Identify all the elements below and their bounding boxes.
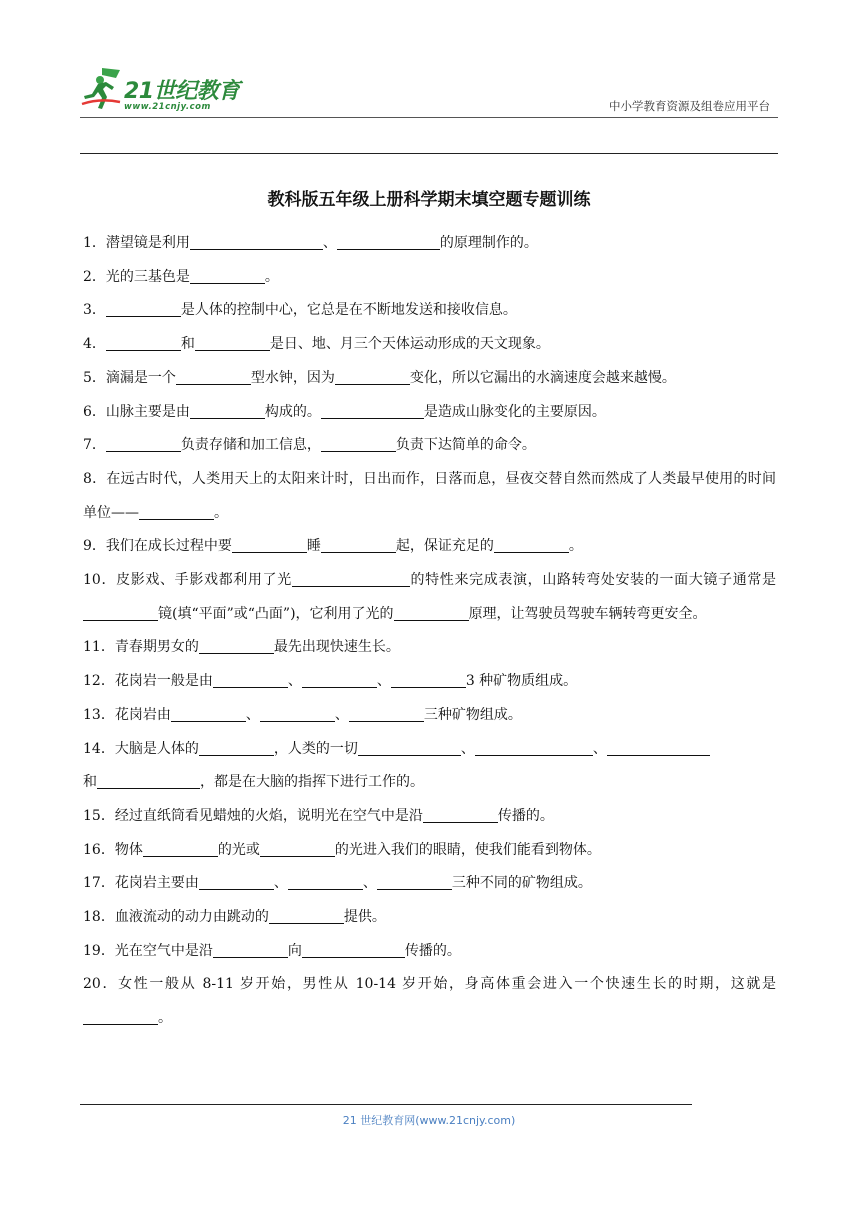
question-13: 13．花岗岩由 、 、 三种矿物组成。 bbox=[83, 699, 776, 733]
question-17: 17．花岗岩主要由 、 、 三种不同的矿物组成。 bbox=[83, 867, 776, 901]
answer-blank[interactable] bbox=[260, 839, 335, 857]
answer-blank[interactable] bbox=[176, 367, 251, 385]
answer-blank[interactable] bbox=[288, 872, 363, 890]
answer-blank[interactable] bbox=[335, 367, 410, 385]
question-5: 5．滴漏是一个 型水钟，因为 变化，所以它漏出的水滴速度会越来越慢。 bbox=[83, 362, 776, 396]
question-2: 2．光的三基色是 。 bbox=[83, 261, 776, 295]
answer-blank[interactable] bbox=[349, 704, 424, 722]
answer-blank[interactable] bbox=[391, 670, 466, 688]
question-18: 18．血液流动的动力由跳动的 提供。 bbox=[83, 901, 776, 935]
question-3: 3． 是人体的控制中心，它总是在不断地发送和接收信息。 bbox=[83, 294, 776, 328]
answer-blank[interactable] bbox=[106, 333, 181, 351]
answer-blank[interactable] bbox=[190, 266, 265, 284]
answer-blank[interactable] bbox=[302, 670, 377, 688]
answer-blank[interactable] bbox=[199, 636, 274, 654]
answer-blank[interactable] bbox=[302, 940, 405, 958]
answer-blank[interactable] bbox=[106, 434, 181, 452]
question-1: 1．潜望镜是利用 、 的原理制作的。 bbox=[83, 227, 776, 261]
question-4: 4． 和 是日、地、月三个天体运动形成的天文现象。 bbox=[83, 328, 776, 362]
answer-blank[interactable] bbox=[213, 670, 288, 688]
question-10: 10．皮影戏、手影戏都利用了光 的特性来完成表演，山路转弯处安装的一面大镜子通常是镜(填“平面”或“凸面”)，它利用了光的 原理，让驾驶员驾驶车辆转弯更安全。 bbox=[83, 564, 776, 631]
answer-blank[interactable] bbox=[83, 603, 158, 621]
answer-blank[interactable] bbox=[199, 738, 274, 756]
answer-blank[interactable] bbox=[321, 535, 396, 553]
answer-blank[interactable] bbox=[321, 401, 424, 419]
question-list bbox=[83, 227, 776, 1036]
answer-blank[interactable] bbox=[97, 771, 200, 789]
answer-blank[interactable] bbox=[292, 569, 410, 587]
answer-blank[interactable] bbox=[337, 232, 440, 250]
answer-blank[interactable] bbox=[213, 940, 288, 958]
platform-tagline: 中小学教育资源及组卷应用平台 bbox=[609, 99, 770, 113]
answer-blank[interactable] bbox=[190, 232, 323, 250]
answer-blank[interactable] bbox=[321, 434, 396, 452]
page-header bbox=[80, 66, 778, 118]
answer-blank[interactable] bbox=[394, 603, 469, 621]
answer-blank[interactable] bbox=[269, 906, 344, 924]
answer-blank[interactable] bbox=[83, 1007, 158, 1025]
question-12: 12．花岗岩一般是由 、 、 3 种矿物质组成。 bbox=[83, 665, 776, 699]
title-divider bbox=[80, 153, 778, 154]
page-title: 教科版五年级上册科学期末填空题专题训练 bbox=[267, 190, 591, 210]
question-19: 19．光在空气中是沿 向 传播的。 bbox=[83, 935, 776, 969]
question-20: 20．女性一般从 8-11 岁开始，男性从 10-14 岁开始，身高体重会进入一个快速生长的时期，这就是。 bbox=[83, 976, 776, 1027]
logo-text: 21世纪教育 bbox=[124, 79, 240, 104]
question-9: 9．我们在成长过程中要 睡 起，保证充足的 。 bbox=[83, 530, 776, 564]
answer-blank[interactable] bbox=[232, 535, 307, 553]
answer-blank[interactable] bbox=[171, 704, 246, 722]
question-16: 16．物体 的光或 的光进入我们的眼睛，使我们能看到物体。 bbox=[83, 834, 776, 868]
answer-blank[interactable] bbox=[106, 299, 181, 317]
answer-blank[interactable] bbox=[475, 738, 593, 756]
page-footer[interactable]: 21 世纪教育网(www.21cnjy.com) bbox=[342, 1114, 516, 1127]
answer-blank[interactable] bbox=[139, 502, 214, 520]
runner-logo-icon bbox=[80, 66, 124, 112]
site-logo bbox=[80, 66, 255, 118]
logo-url: www.21cnjy.com bbox=[124, 102, 211, 112]
question-15: 15．经过直纸筒看见蜡烛的火焰，说明光在空气中是沿 传播的。 bbox=[83, 800, 776, 834]
question-8: 8．在远古时代，人类用天上的太阳来计时，日出而作，日落而息，昼夜交替自然而然成了人类最早使用的时间单位—— 。 bbox=[83, 470, 776, 521]
answer-blank[interactable] bbox=[423, 805, 498, 823]
answer-blank[interactable] bbox=[190, 401, 265, 419]
question-14: 14．大脑是人体的 ，人类的一切 、 、 和 ，都是在大脑的指挥下进行工作的。 bbox=[83, 733, 776, 800]
answer-blank[interactable] bbox=[143, 839, 218, 857]
answer-blank[interactable] bbox=[377, 872, 452, 890]
answer-blank[interactable] bbox=[199, 872, 274, 890]
answer-blank[interactable] bbox=[260, 704, 335, 722]
question-11: 11．青春期男女的 最先出现快速生长。 bbox=[83, 631, 776, 665]
question-7: 7． 负责存储和加工信息， 负责下达简单的命令。 bbox=[83, 429, 776, 463]
answer-blank[interactable] bbox=[494, 535, 569, 553]
answer-blank[interactable] bbox=[195, 333, 270, 351]
answer-blank[interactable] bbox=[358, 738, 461, 756]
footer-divider bbox=[80, 1104, 692, 1105]
question-6: 6．山脉主要是由 构成的。 是造成山脉变化的主要原因。 bbox=[83, 396, 776, 430]
header-divider bbox=[80, 117, 778, 118]
answer-blank[interactable] bbox=[607, 738, 710, 756]
